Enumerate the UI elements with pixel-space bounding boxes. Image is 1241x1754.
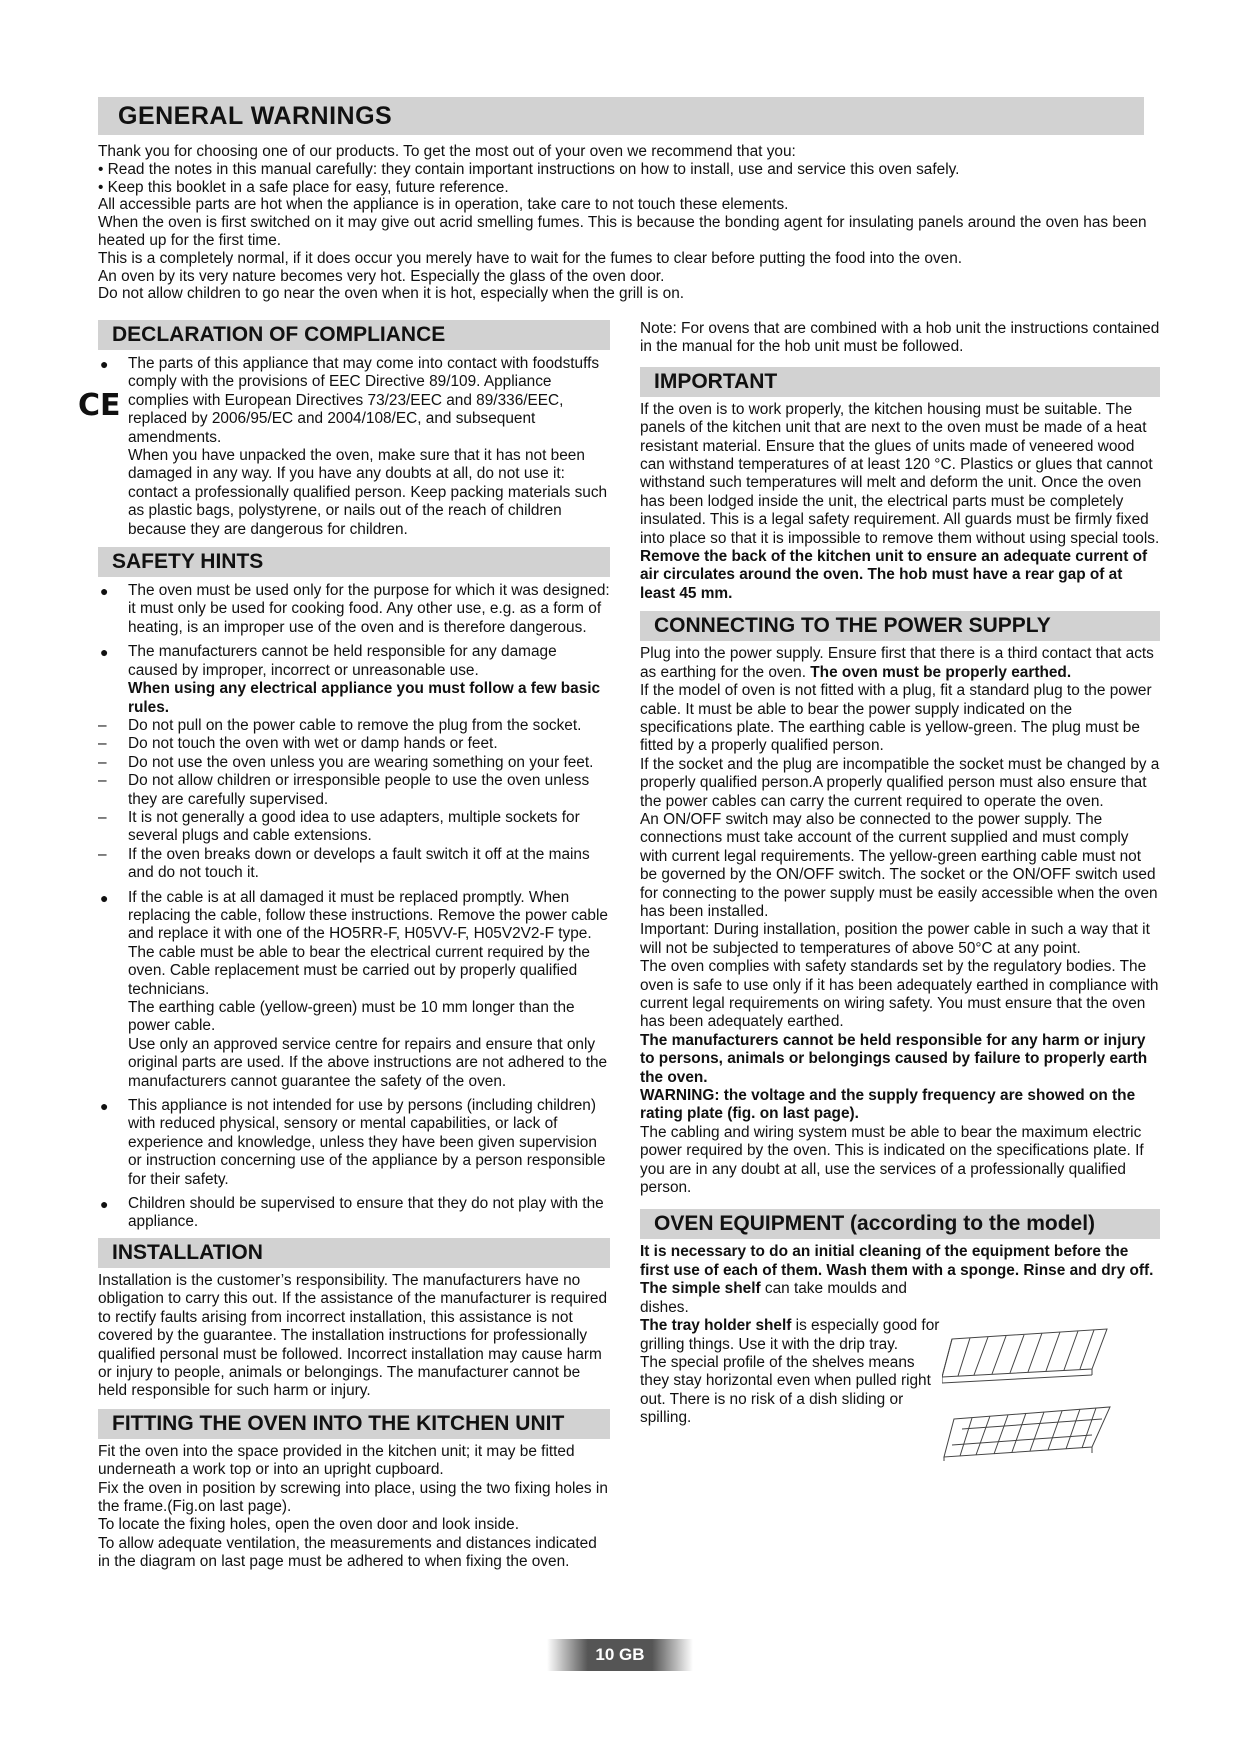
bullet-icon: ● bbox=[100, 1098, 109, 1115]
ce-mark-icon: CE bbox=[78, 388, 121, 423]
bullet-icon: ● bbox=[100, 583, 109, 600]
equipment-cleaning-note: It is necessary to do an initial cleaning of the equipment before the first use of each of them. Wash them with a sponge. Rinse and dry off. bbox=[640, 1243, 1154, 1279]
safety-list bbox=[98, 582, 610, 717]
power-paragraph: Important: During installation, position the power cable in such a way that it will not be subjected to temperatures of above 50°C at any point. bbox=[640, 921, 1150, 957]
installation-text: Installation is the customer’s responsibility. The manufacturers have no obligation to carry this out. If the assistance of the manufacturer is required to rectify faults arising from incorrect installation, this assistance is not covered by the guarantee. The installation instructions for professionally qualified personal must be followed. Incorrect installation may cause harm or injury to people, animals or belongings. The manufacturer cannot be held responsible for such harm or injury. bbox=[98, 1271, 608, 1400]
declaration-heading: DECLARATION OF COMPLIANCE bbox=[98, 320, 610, 350]
list-item: – Do not allow children or irresponsible people to use the oven unless they are carefully supervised. bbox=[98, 772, 590, 808]
list-item: ● If the cable is at all damaged it must be replaced promptly. When replacing the cable, follow these instructions. Remove the power cable and replace it with one of the HO5RR-F, H05VV-F, H05V2V2-F type. The cable must be able to bear the electrical current required by the oven. Cable replacement must be carried out by properly qualified technicians. The earthing cable (yellow-green) must be 10 mm longer than the power cable. Use only an approved service centre for repairs and ensure that only original parts are used. If the above instructions are not adhered to the manufacturers cannot guarantee the safety of the oven. bbox=[100, 888, 608, 1090]
declaration-list bbox=[78, 355, 610, 447]
simple-shelf-icon bbox=[942, 1329, 1107, 1383]
important-heading: IMPORTANT bbox=[640, 367, 1160, 397]
oven-shelves-illustration bbox=[942, 1321, 1112, 1461]
power-paragraph: The oven complies with safety standards set by the regulatory bodies. The oven is safe to use only if it has been adequately earthed in compliance with current legal requirements on wiring safety. You must ensure that the oven has been adequately earthed. bbox=[640, 958, 1159, 1031]
list-item: – Do not pull on the power cable to remove the plug from the socket. bbox=[98, 716, 582, 734]
power-paragraph: Plug into the power supply. Ensure first that there is a third contact that acts as earthing for the oven. The oven must be properly earthed. bbox=[640, 645, 1154, 681]
safety-heading: SAFETY HINTS bbox=[98, 547, 610, 577]
intro-line: Thank you for choosing one of our products. To get the most out of your oven we recommend that you: bbox=[98, 143, 796, 160]
list-item: ● CE The parts of this appliance that may come into contact with foodstuffs comply with the provisions of EEC Directive 89/109. Appliance complies with European Directives 73/23/EEC and 89/336/EEC, replaced by 2006/95/EC and 2004/108/EC, and subsequent amendments. bbox=[78, 355, 600, 446]
list-item: ● The manufacturers cannot be held responsible for any damage caused by improper, incorrect or unreasonable use. When using any electrical appliance you must follow a few basic rules. bbox=[98, 643, 610, 717]
intro-line: When the oven is first switched on it may give out acrid smelling fumes. This is because the bonding agent for insulating panels around the oven has been heated up for the first time. bbox=[98, 214, 1147, 249]
profile-text: The special profile of the shelves means they stay horizontal even when pulled right out. There is no risk of a dish sliding or spilling. bbox=[640, 1353, 931, 1427]
list-item: – If the oven breaks down or develops a fault switch it off at the mains and do not touch it. bbox=[98, 845, 590, 882]
list-item: ● Children should be supervised to ensure that they do not play with the appliance. bbox=[100, 1195, 604, 1231]
page-title: GENERAL WARNINGS bbox=[98, 97, 1144, 135]
intro-text bbox=[98, 143, 1148, 303]
equipment-descriptions bbox=[640, 1280, 940, 1427]
bullet-icon: ● bbox=[100, 644, 109, 661]
list-item: – Do not use the oven unless you are wearing something on your feet. bbox=[98, 753, 594, 771]
fitting-paragraph: Fit the oven into the space provided in the kitchen unit; it may be fitted underneath a work top or into an upright cupboard. bbox=[98, 1442, 575, 1479]
power-paragraph: If the socket and the plug are incompatible the socket must be changed by a properly qualified person.A properly qualified person must also ensure that the power cables can carry the current required to operate the oven. bbox=[640, 755, 1160, 810]
power-paragraph: If the model of oven is not fitted with a plug, fit a standard plug to the power cable. It must be able to bear the power supply indicated on the specifications plate. The earthing cable is yellow-green. The plug must be fitted by a properly qualified person. bbox=[640, 682, 1152, 755]
power-paragraph: An ON/OFF switch may also be connected to the power supply. The connections must take account of the current supplied and must comply with current legal requirements. The yellow-green earthing cable must not be governed by the ON/OFF switch. The socket or the ON/OFF switch used for connecting to the power supply must be easily accessible when the oven has been installed. bbox=[640, 810, 1158, 920]
simple-shelf-text: The simple shelf can take moulds and dishes. bbox=[640, 1280, 907, 1316]
list-item: – It is not generally a good idea to use adapters, multiple sockets for several plugs and cable extensions. bbox=[98, 808, 580, 845]
bullet-icon: ● bbox=[100, 1196, 109, 1213]
important-text: If the oven is to work properly, the kitchen housing must be suitable. The panels of the kitchen unit that are next to the oven must be made of a heat resistant material. Ensure that the glues of units made of veneered wood can withstand temperatures of at least 120 °C. Plastics or glues that cannot withstand such temperatures will melt and deform the unit. Once the oven has been lodged inside the unit, the electrical parts must be completely insulated. This is a legal safety requirement. All guards must be firmly fixed into place so that it is impossible to remove them without using special tools. bbox=[640, 400, 1160, 547]
bullet-icon: ● bbox=[100, 356, 109, 372]
intro-line: All accessible parts are hot when the appliance is in operation, take care to not touch these elements. bbox=[98, 196, 789, 214]
power-heading: CONNECTING TO THE POWER SUPPLY bbox=[640, 611, 1160, 641]
installation-heading: INSTALLATION bbox=[98, 1238, 610, 1268]
intro-line: Do not allow children to go near the oven when it is hot, especially when the grill is on. bbox=[98, 285, 685, 303]
equipment-heading: OVEN EQUIPMENT (according to the model) bbox=[640, 1209, 1160, 1239]
right-column bbox=[640, 320, 1160, 1428]
page-number: 10 GB bbox=[547, 1639, 693, 1671]
bullet-icon: ● bbox=[100, 889, 109, 906]
fitting-paragraph: To allow adequate ventilation, the measurements and distances indicated in the diagram on last page must be adhered to when fixing the oven. bbox=[98, 1534, 597, 1571]
left-column bbox=[78, 320, 610, 1572]
power-bold-paragraph: The manufacturers cannot be held responsible for any harm or injury to persons, animals or belongings caused by failure to properly earth the oven. bbox=[640, 1031, 1148, 1086]
safety-rules-bold: When using any electrical appliance you must follow a few basic rules. bbox=[128, 680, 601, 716]
fitting-paragraph: Fix the oven in position by screwing into place, using the two fixing holes in the frame.(Fig.on last page). bbox=[98, 1479, 608, 1515]
intro-line: This is a completely normal, if it does occur you merely have to wait for the fumes to clear before putting the food into the oven. bbox=[98, 249, 963, 267]
intro-line: • Keep this booklet in a safe place for easy, future reference. bbox=[98, 178, 509, 196]
tray-holder-text: The tray holder shelf is especially good for grilling things. Use it with the drip tray. bbox=[640, 1317, 940, 1353]
fitting-paragraph: To locate the fixing holes, open the oven door and look inside. bbox=[98, 1516, 519, 1534]
list-item: ● This appliance is not intended for use by persons (including children) with reduced physical, sensory or mental capabilities, or lack of experience and knowledge, unless they have been given supervision or instruction concerning use of the appliance by a person responsible for their safety. bbox=[100, 1097, 606, 1188]
intro-line: • Read the notes in this manual carefully: they contain important instructions on how to install, use and service this oven safely. bbox=[98, 160, 960, 178]
intro-line: An oven by its very nature becomes very hot. Especially the glass of the oven door. bbox=[98, 267, 665, 285]
list-item: ● The oven must be used only for the purpose for which it was designed: it must only be used for cooking food. Any other use, e.g. as a form of heating, is an improper use of the oven and is therefore dangerous. bbox=[100, 582, 610, 636]
important-bold-text: Remove the back of the kitchen unit to ensure an adequate current of air circulates around the oven. The hob must have a rear gap of at least 45 mm. bbox=[640, 548, 1148, 602]
safety-list-continued bbox=[98, 889, 610, 1232]
tray-holder-shelf-icon bbox=[944, 1407, 1110, 1461]
safety-rules-list bbox=[98, 717, 610, 883]
power-warning: WARNING: the voltage and the supply frequency are showed on the rating plate (fig. on last page). bbox=[640, 1087, 1136, 1123]
hob-note: Note: For ovens that are combined with a hob unit the instructions contained in the manual for the hob unit must be followed. bbox=[640, 320, 1160, 356]
list-item: – Do not touch the oven with wet or damp hands or feet. bbox=[98, 735, 498, 753]
declaration-paragraph: When you have unpacked the oven, make sure that it has not been damaged in any way. If you have any doubts at all, do not use it: contact a professionally qualified person. Keep packing materials such as plastic bags, polystyrene, or nails out of the reach of children because they are dangerous for children. bbox=[128, 447, 608, 538]
fitting-heading: FITTING THE OVEN INTO THE KITCHEN UNIT bbox=[98, 1409, 610, 1439]
equipment-section bbox=[640, 1243, 1160, 1427]
power-paragraph: The cabling and wiring system must be able to bear the maximum electric power required by the oven. This is indicated on the specifications plate. If you are in any doubt at all, use the services of a professionally qualified person. bbox=[640, 1123, 1144, 1197]
